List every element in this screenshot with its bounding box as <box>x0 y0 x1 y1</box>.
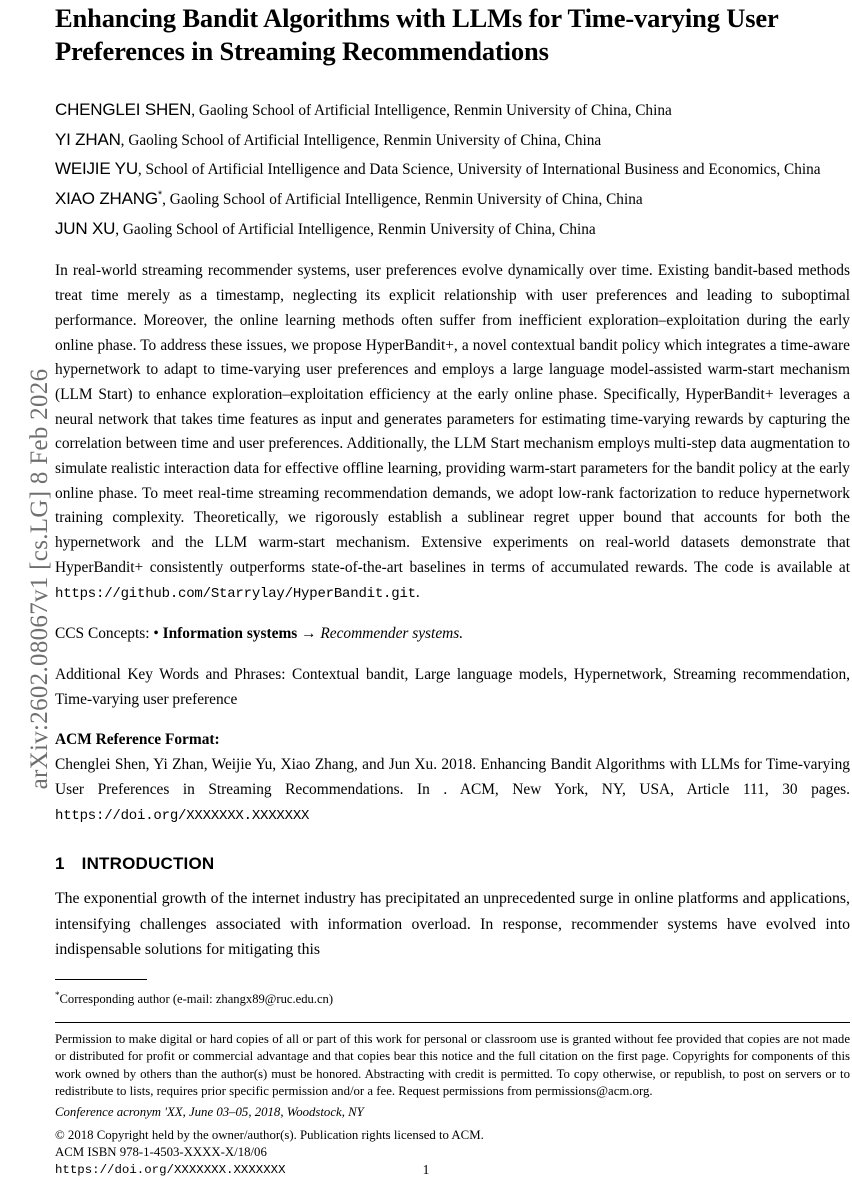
author-affiliation: , School of Artificial Intelligence and Data Science, University of International Business and Economics, China <box>137 161 821 179</box>
author-affiliation: , Gaoling School of Artificial Intelligence, Renmin University of China, China <box>120 131 602 149</box>
abstract-trailing-text: . <box>415 583 420 601</box>
introduction-paragraph: The exponential growth of the internet industry has precipitated an unprecedented surge in online platforms and applications, intensifying challenges associated with information overload. In response, recommender systems have evolved into indispensable solutions for mitigating this <box>55 890 850 959</box>
footnote-body: Corresponding author (e-mail: zhangx89@ruc.edu.cn) <box>59 992 334 1007</box>
keywords-label: Additional Key Words and Phrases: <box>55 665 292 683</box>
author-affiliation: , Gaoling School of Artificial Intelligence, Renmin University of China, China <box>162 191 643 209</box>
ccs-concepts <box>55 622 850 647</box>
isbn-line: ACM ISBN 978-1-4503-XXXX-X/18/06 <box>55 1145 267 1160</box>
permission-doi-link[interactable]: https://doi.org/XXXXXXX.XXXXXXX <box>55 1162 286 1177</box>
author-entry <box>55 153 850 183</box>
ccs-bullet-icon: • <box>153 625 163 643</box>
citation-doi-link[interactable]: https://doi.org/XXXXXXX.XXXXXXX <box>55 807 310 824</box>
conference-line: Conference acronym 'XX, June 03–05, 2018, Woodstock, NY <box>55 1104 364 1119</box>
abstract-body-text: In real-world streaming recommender systems, user preferences evolve dynamically over time. Existing bandit-based methods treat time merely as a timestamp, neglecting its explicit relationship with user preferences and leading to suboptimal performance. Moreover, the online learning methods often suffer from inefficient exploration–exploitation during the early online phase. To address these issues, we propose HyperBandit+, a novel contextual bandit policy which integrates a time-aware hypernetwork to adapt to time-varying user preferences and employs a large language model-assisted warm-start mechanism (LLM Start) to enhance exploration–exploitation efficiency at the early online phase. Specifically, HyperBandit+ leverages a neural network that takes time features as input and generates parameters for estimating time-varying rewards by capturing the correlation between time and user preferences. Additionally, the LLM Start mechanism employs multi-step data augmentation to simulate realistic interaction data for effective offline learning, providing warm-start parameters for the bandit policy at the early online phase. To meet real-time streaming recommendation demands, we adopt low-rank factorization to reduce hypernetwork training complexity. Theoretically, we rigorously establish a sublinear regret upper bound that accounts for both the hypernetwork and the LLM warm-start mechanism. Extensive experiments on real-world datasets demonstrate that HyperBandit+ consistently outperforms state-of-the-art baselines in terms of accumulated rewards. The code is available at <box>55 262 850 576</box>
author-entry <box>55 94 850 124</box>
author-affiliation: , Gaoling School of Artificial Intelligence, Renmin University of China, China <box>115 220 596 238</box>
author-corresponding-marker: * <box>157 189 163 202</box>
author-name: YI ZHAN <box>55 129 121 149</box>
keywords-terms: Contextual bandit, Large language models, Hypernetwork, Streaming recommendation, Time-varying user preference <box>55 665 850 708</box>
footnote-area <box>55 979 850 1008</box>
abstract-paragraph <box>55 259 850 606</box>
footnote-marker-icon: * <box>55 990 60 1001</box>
section-title: INTRODUCTION <box>81 854 215 874</box>
corresponding-author-footnote <box>55 987 850 1008</box>
permission-statement: Permission to make digital or hard copies of all or part of this work for personal or classroom use is granted without fee provided that copies are not made or distributed for profit or commercial advantage and that copies bear this notice and the full citation on the first page. Copyrights for components of this work owned by others than the author(s) must be honored. Abstracting with credit is permitted. To copy otherwise, or republish, to post on servers or to redistribute to lists, requires prior specific permission and/or a fee. Request permissions from permissions@acm.org. <box>55 1031 850 1099</box>
author-entry <box>55 183 850 213</box>
author-list <box>55 94 850 242</box>
author-name: XIAO ZHANG <box>55 189 158 209</box>
section-number: 1 <box>55 854 65 874</box>
permission-divider <box>55 1022 850 1023</box>
arxiv-stamp <box>0 0 53 1200</box>
ccs-label: CCS Concepts: <box>55 625 154 643</box>
reference-format-citation <box>55 753 850 828</box>
author-entry <box>55 124 850 154</box>
ccs-arrow-icon: → <box>297 625 321 643</box>
author-affiliation: , Gaoling School of Artificial Intelligence, Renmin University of China, China <box>191 102 672 120</box>
arxiv-identifier-text: arXiv:2602.08067v1 [cs.LG] 8 Feb 2026 <box>26 368 53 790</box>
section-heading-introduction <box>55 854 850 874</box>
reference-format-heading: ACM Reference Format: <box>55 731 220 749</box>
page-title: Enhancing Bandit Algorithms with LLMs for Time-varying User Preferences in Streaming Recommendations <box>55 3 779 66</box>
citation-text: Chenglei Shen, Yi Zhan, Weijie Yu, Xiao Zhang, and Jun Xu. 2018. Enhancing Bandit Algorithms with LLMs for Time-varying User Preferences in Streaming Recommendations. In . ACM, New York, NY, USA, Article 111, 30 pages. <box>55 756 850 798</box>
footnote-divider <box>55 979 147 980</box>
acm-reference-format <box>55 728 850 828</box>
permission-block <box>55 1031 850 1180</box>
abstract-code-url[interactable]: https://github.com/Starrylay/HyperBandit.git <box>55 585 416 602</box>
keywords-block <box>55 663 850 712</box>
paper-page <box>55 0 850 1200</box>
ccs-concept: Recommender systems. <box>320 625 464 643</box>
page-number: 1 <box>422 1162 430 1177</box>
author-name: CHENGLEI SHEN <box>55 100 192 120</box>
author-entry <box>55 213 850 243</box>
author-name: JUN XU <box>55 218 116 238</box>
copyright-line: © 2018 Copyright held by the owner/author(s). Publication rights licensed to ACM. <box>55 1127 484 1142</box>
author-name: WEIJIE YU <box>55 159 138 179</box>
ccs-category: Information systems <box>162 625 298 643</box>
